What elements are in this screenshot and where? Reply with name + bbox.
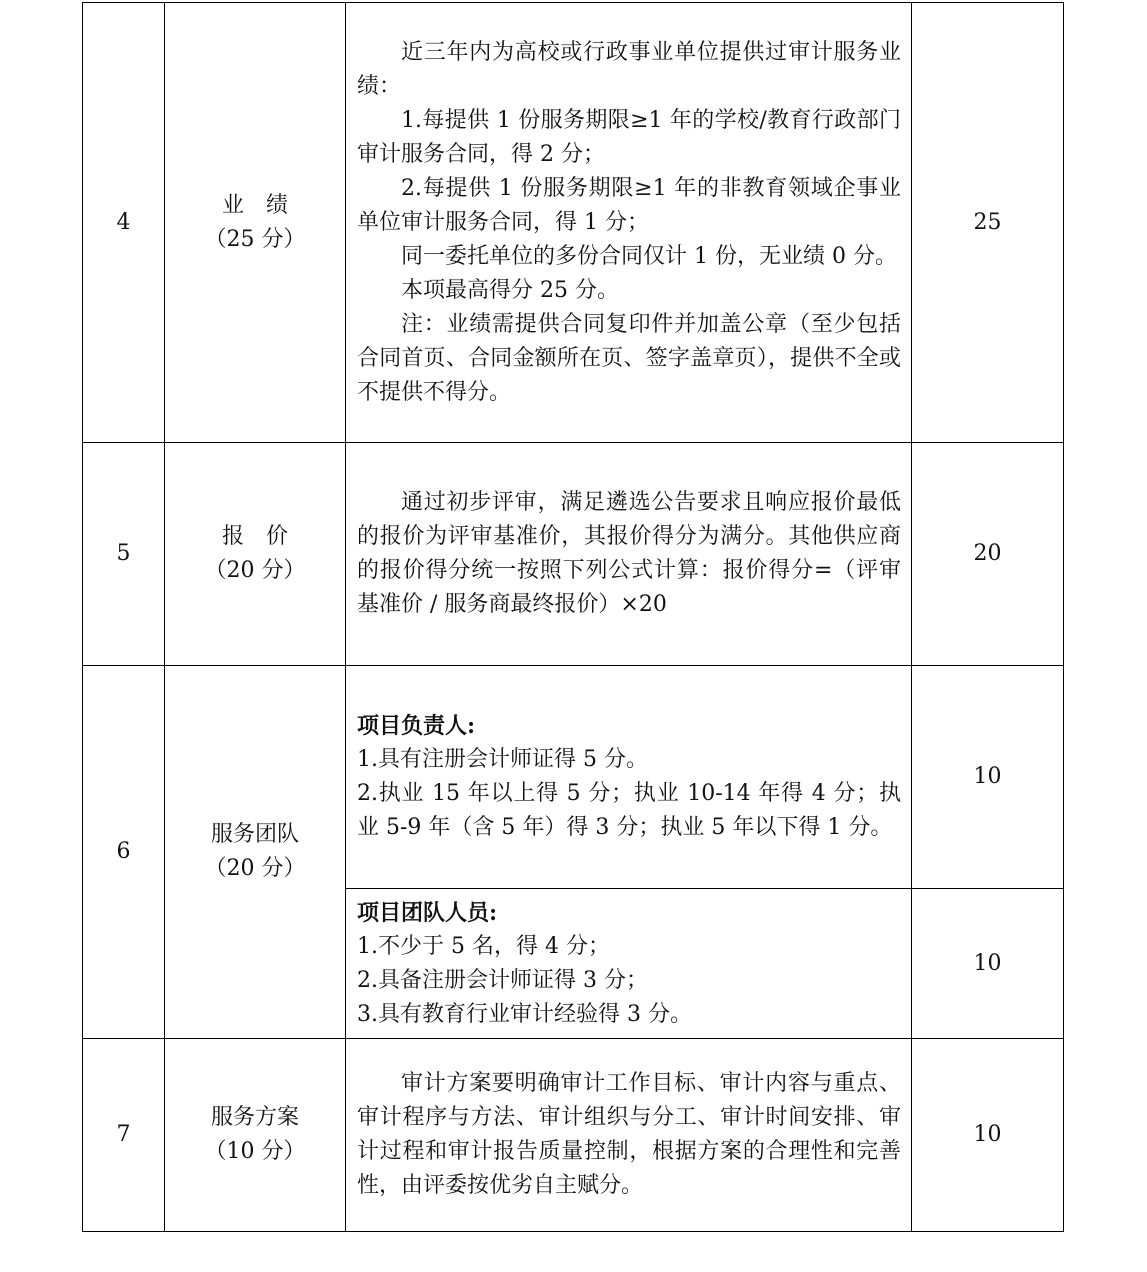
criterion-points: （10 分） xyxy=(204,1139,306,1164)
description-paragraph: 1.每提供 1 份服务期限≥1 年的学校/教育行政部门审计服务合同，得 2 分； xyxy=(357,107,901,167)
criterion-points: （20 分） xyxy=(204,558,306,583)
description-line: 3.具有教育行业审计经验得 3 分。 xyxy=(357,1001,692,1027)
criterion-name-cell xyxy=(165,443,346,666)
description-paragraph: 注：业绩需提供合同复印件并加盖公章（至少包括合同首页、合同金额所在页、签字盖章页），提供不全或不提供不得分。 xyxy=(357,311,901,405)
max-score: 10 xyxy=(912,1039,1064,1232)
criterion-name-cell xyxy=(165,1039,346,1232)
description-line: 2.具备注册会计师证得 3 分； xyxy=(357,967,648,993)
row-number: 5 xyxy=(83,443,165,666)
scoring-table xyxy=(82,2,1064,1232)
criterion-name-cell xyxy=(165,666,346,1039)
table-row xyxy=(83,1039,1064,1232)
criterion-name: 服务团队 xyxy=(210,822,299,847)
table-row xyxy=(83,443,1064,666)
criterion-description xyxy=(346,1039,912,1232)
criterion-name: 报 价 xyxy=(221,524,288,549)
max-score: 10 xyxy=(912,889,1064,1039)
max-score: 20 xyxy=(912,443,1064,666)
description-paragraph: 本项最高得分 25 分。 xyxy=(401,277,619,303)
description-paragraph: 审计方案要明确审计工作目标、审计内容与重点、 审计程序与方法、审计组织与分工、审计时间安排、审计过程和审计报告质量控制，根据方案的合理性和完善性，由评委按优劣自主赋分。 xyxy=(357,1071,901,1198)
sub-criterion-heading: 项目负责人: xyxy=(357,713,476,739)
description-paragraph: 2.每提供 1 份服务期限≥1 年的非教育领域企事业单位审计服务合同，得 1 分； xyxy=(357,175,901,235)
table-row xyxy=(83,3,1064,443)
row-number: 6 xyxy=(83,666,165,1039)
row-number: 4 xyxy=(83,3,165,443)
criterion-description xyxy=(346,443,912,666)
criterion-name: 业 绩 xyxy=(221,192,288,218)
criterion-description xyxy=(346,889,912,1039)
criterion-name: 服务方案 xyxy=(210,1105,299,1130)
max-score: 25 xyxy=(912,3,1064,443)
criterion-description xyxy=(346,666,912,889)
table-row xyxy=(83,666,1064,889)
max-score: 10 xyxy=(912,666,1064,889)
row-number: 7 xyxy=(83,1039,165,1232)
criterion-points: （25 分） xyxy=(204,226,306,252)
description-paragraph: 近三年内为高校或行政事业单位提供过审计服务业绩： xyxy=(357,39,901,99)
description-line: 2.执业 15 年以上得 5 分；执业 10-14 年得 4 分；执业 5-9 年（含 5 年）得 3 分；执业 5 年以下得 1 分。 xyxy=(357,781,901,840)
description-line: 1.不少于 5 名，得 4 分； xyxy=(357,933,610,959)
criterion-description xyxy=(346,3,912,443)
description-paragraph: 同一委托单位的多份合同仅计 1 份，无业绩 0 分。 xyxy=(401,243,897,269)
description-line: 1.具有注册会计师证得 5 分。 xyxy=(357,747,648,772)
criterion-points: （20 分） xyxy=(204,856,306,881)
sub-criterion-heading: 项目团队人员: xyxy=(357,899,498,926)
criterion-name-cell xyxy=(165,3,346,443)
description-paragraph: 通过初步评审，满足遴选公告要求且响应报价最低的报价为评审基准价，其报价得分为满分。其他供应商的报价得分统一按照下列公式计算：报价得分=（评审基准价 / 服务商最终报价）×20 xyxy=(357,490,901,617)
